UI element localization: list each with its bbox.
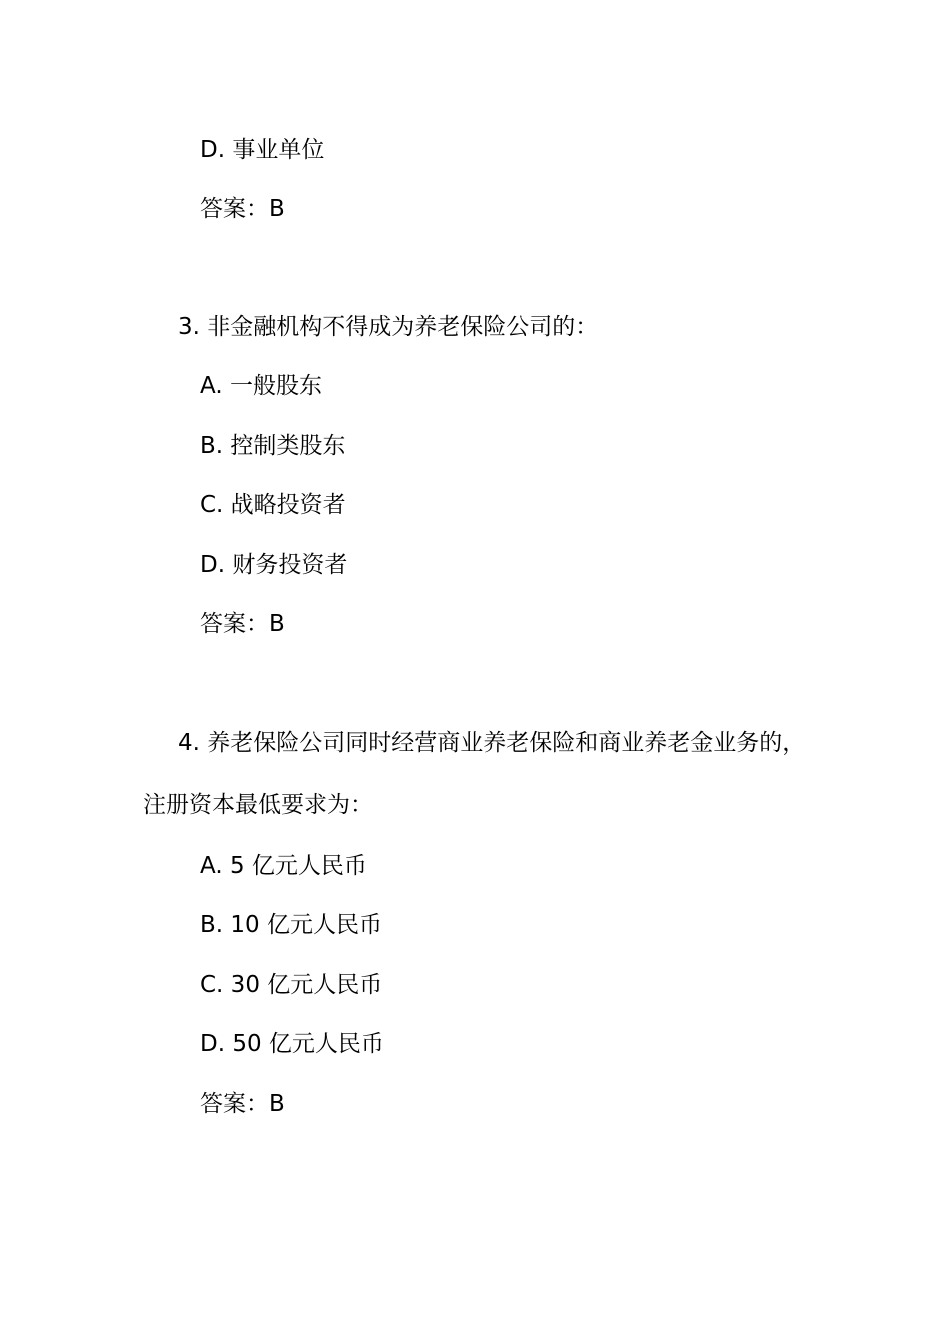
q4-option-d: D. 50 亿元人民币: [200, 1031, 384, 1057]
q3-question: 3. 非金融机构不得成为养老保险公司的：: [178, 314, 599, 340]
q3-option-c: C. 战略投资者: [200, 492, 346, 518]
q3-option-a: A. 一般股东: [200, 373, 322, 399]
q4-answer: 答案：B: [200, 1091, 285, 1117]
q4-question-line2: 注册资本最低要求为：: [143, 792, 373, 818]
q4-option-b: B. 10 亿元人民币: [200, 912, 382, 938]
q3-answer: 答案：B: [200, 611, 285, 637]
q3-option-b: B. 控制类股东: [200, 433, 346, 459]
q2-answer: 答案：B: [200, 196, 285, 222]
q4-option-a: A. 5 亿元人民币: [200, 853, 367, 879]
q4-question-line1: 4. 养老保险公司同时经营商业养老保险和商业养老金业务的，: [178, 730, 806, 756]
q4-option-c: C. 30 亿元人民币: [200, 972, 383, 998]
q3-option-d: D. 财务投资者: [200, 552, 348, 578]
q2-option-d: D. 事业单位: [200, 137, 325, 163]
